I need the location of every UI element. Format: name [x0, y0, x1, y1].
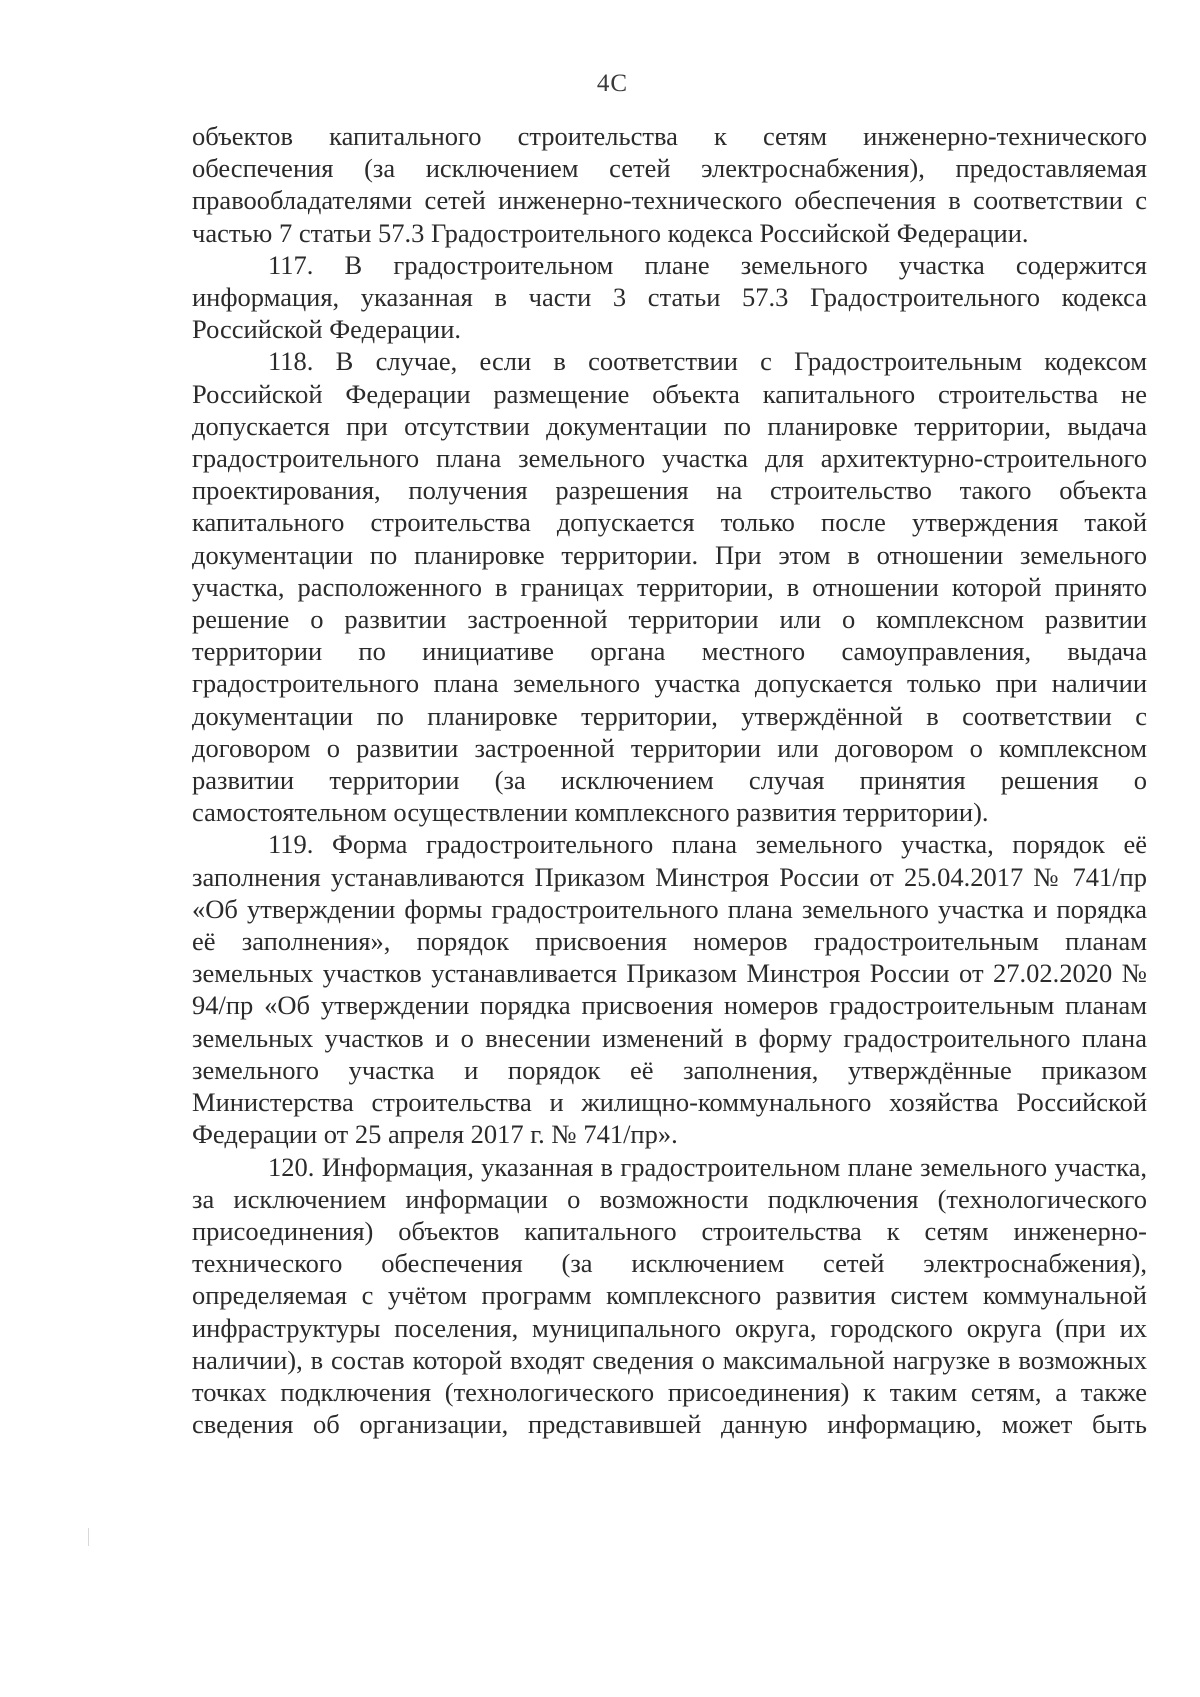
- page-number: 4С: [596, 70, 629, 97]
- scan-margin-mark: [88, 1528, 89, 1546]
- paragraph-118: 118. В случае, если в соответствии с Градостроительным кодексом Российской Федерации размещение объекта капитального строительства не допускается при отсутствии документации по планировке территории, выдача градостроительного плана земельного участка для архитектурно-строительного проектирования, получения разрешения на строительство такого объекта капитального строительства допускается только после утверждения такой документации по планировке территории. При этом в отношении земельного участка, расположенного в границах территории, в отношении которой принято решение о развитии застроенной территории или о комплексном развитии территории по инициативе органа местного самоуправления, выдача градостроительного плана земельного участка допускается только при наличии документации по планировке территории, утверждённой в соответствии с договором о развитии застроенной территории или договором о комплексном развитии территории (за исключением случая принятия решения о самостоятельном осуществлении комплексного развития территории).: [192, 346, 1147, 828]
- paragraph-120: 120. Информация, указанная в градостроительном плане земельного участка, за исключением информации о возможности подключения (технологического присоединения) объектов капитального строительства к сетям инженерно-технического обеспечения (за исключением сетей электроснабжения), определяемая с учётом программ комплексного развития систем коммунальной инфраструктуры поселения, муниципального округа, городского округа (при их наличии), в состав которой входят сведения о максимальной нагрузке в возможных точках подключения (технологического присоединения) к таким сетям, а также сведения об организации, представившей данную информацию, может быть: [192, 1151, 1147, 1440]
- paragraph-117: 117. В градостроительном плане земельного участка содержится информация, указанная в части 3 статьи 57.3 Градостроительного кодекса Российской Федерации.: [192, 249, 1147, 345]
- document-body: [192, 120, 1147, 1440]
- paragraph-119: 119. Форма градостроительного плана земельного участка, порядок её заполнения устанавливаются Приказом Минстроя России от 25.04.2017 № 741/пр «Об утверждении формы градостроительного плана земельного участка и порядка её заполнения», порядок присвоения номеров градостроительным планам земельных участков устанавливается Приказом Минстроя России от 27.02.2020 № 94/пр «Об утверждении порядка присвоения номеров градостроительным планам земельных участков и о внесении изменений в форму градостроительного плана земельного участка и порядок её заполнения, утверждённые приказом Министерства строительства и жилищно-коммунального хозяйства Российской Федерации от 25 апреля 2017 г. № 741/пр».: [192, 829, 1147, 1150]
- paragraph-116-continuation: объектов капитального строительства к сетям инженерно-технического обеспечения (за исключением сетей электроснабжения), предоставляемая правообладателями сетей инженерно-технического обеспечения в соответствии с частью 7 статьи 57.3 Градостроительного кодекса Российской Федерации.: [192, 121, 1147, 248]
